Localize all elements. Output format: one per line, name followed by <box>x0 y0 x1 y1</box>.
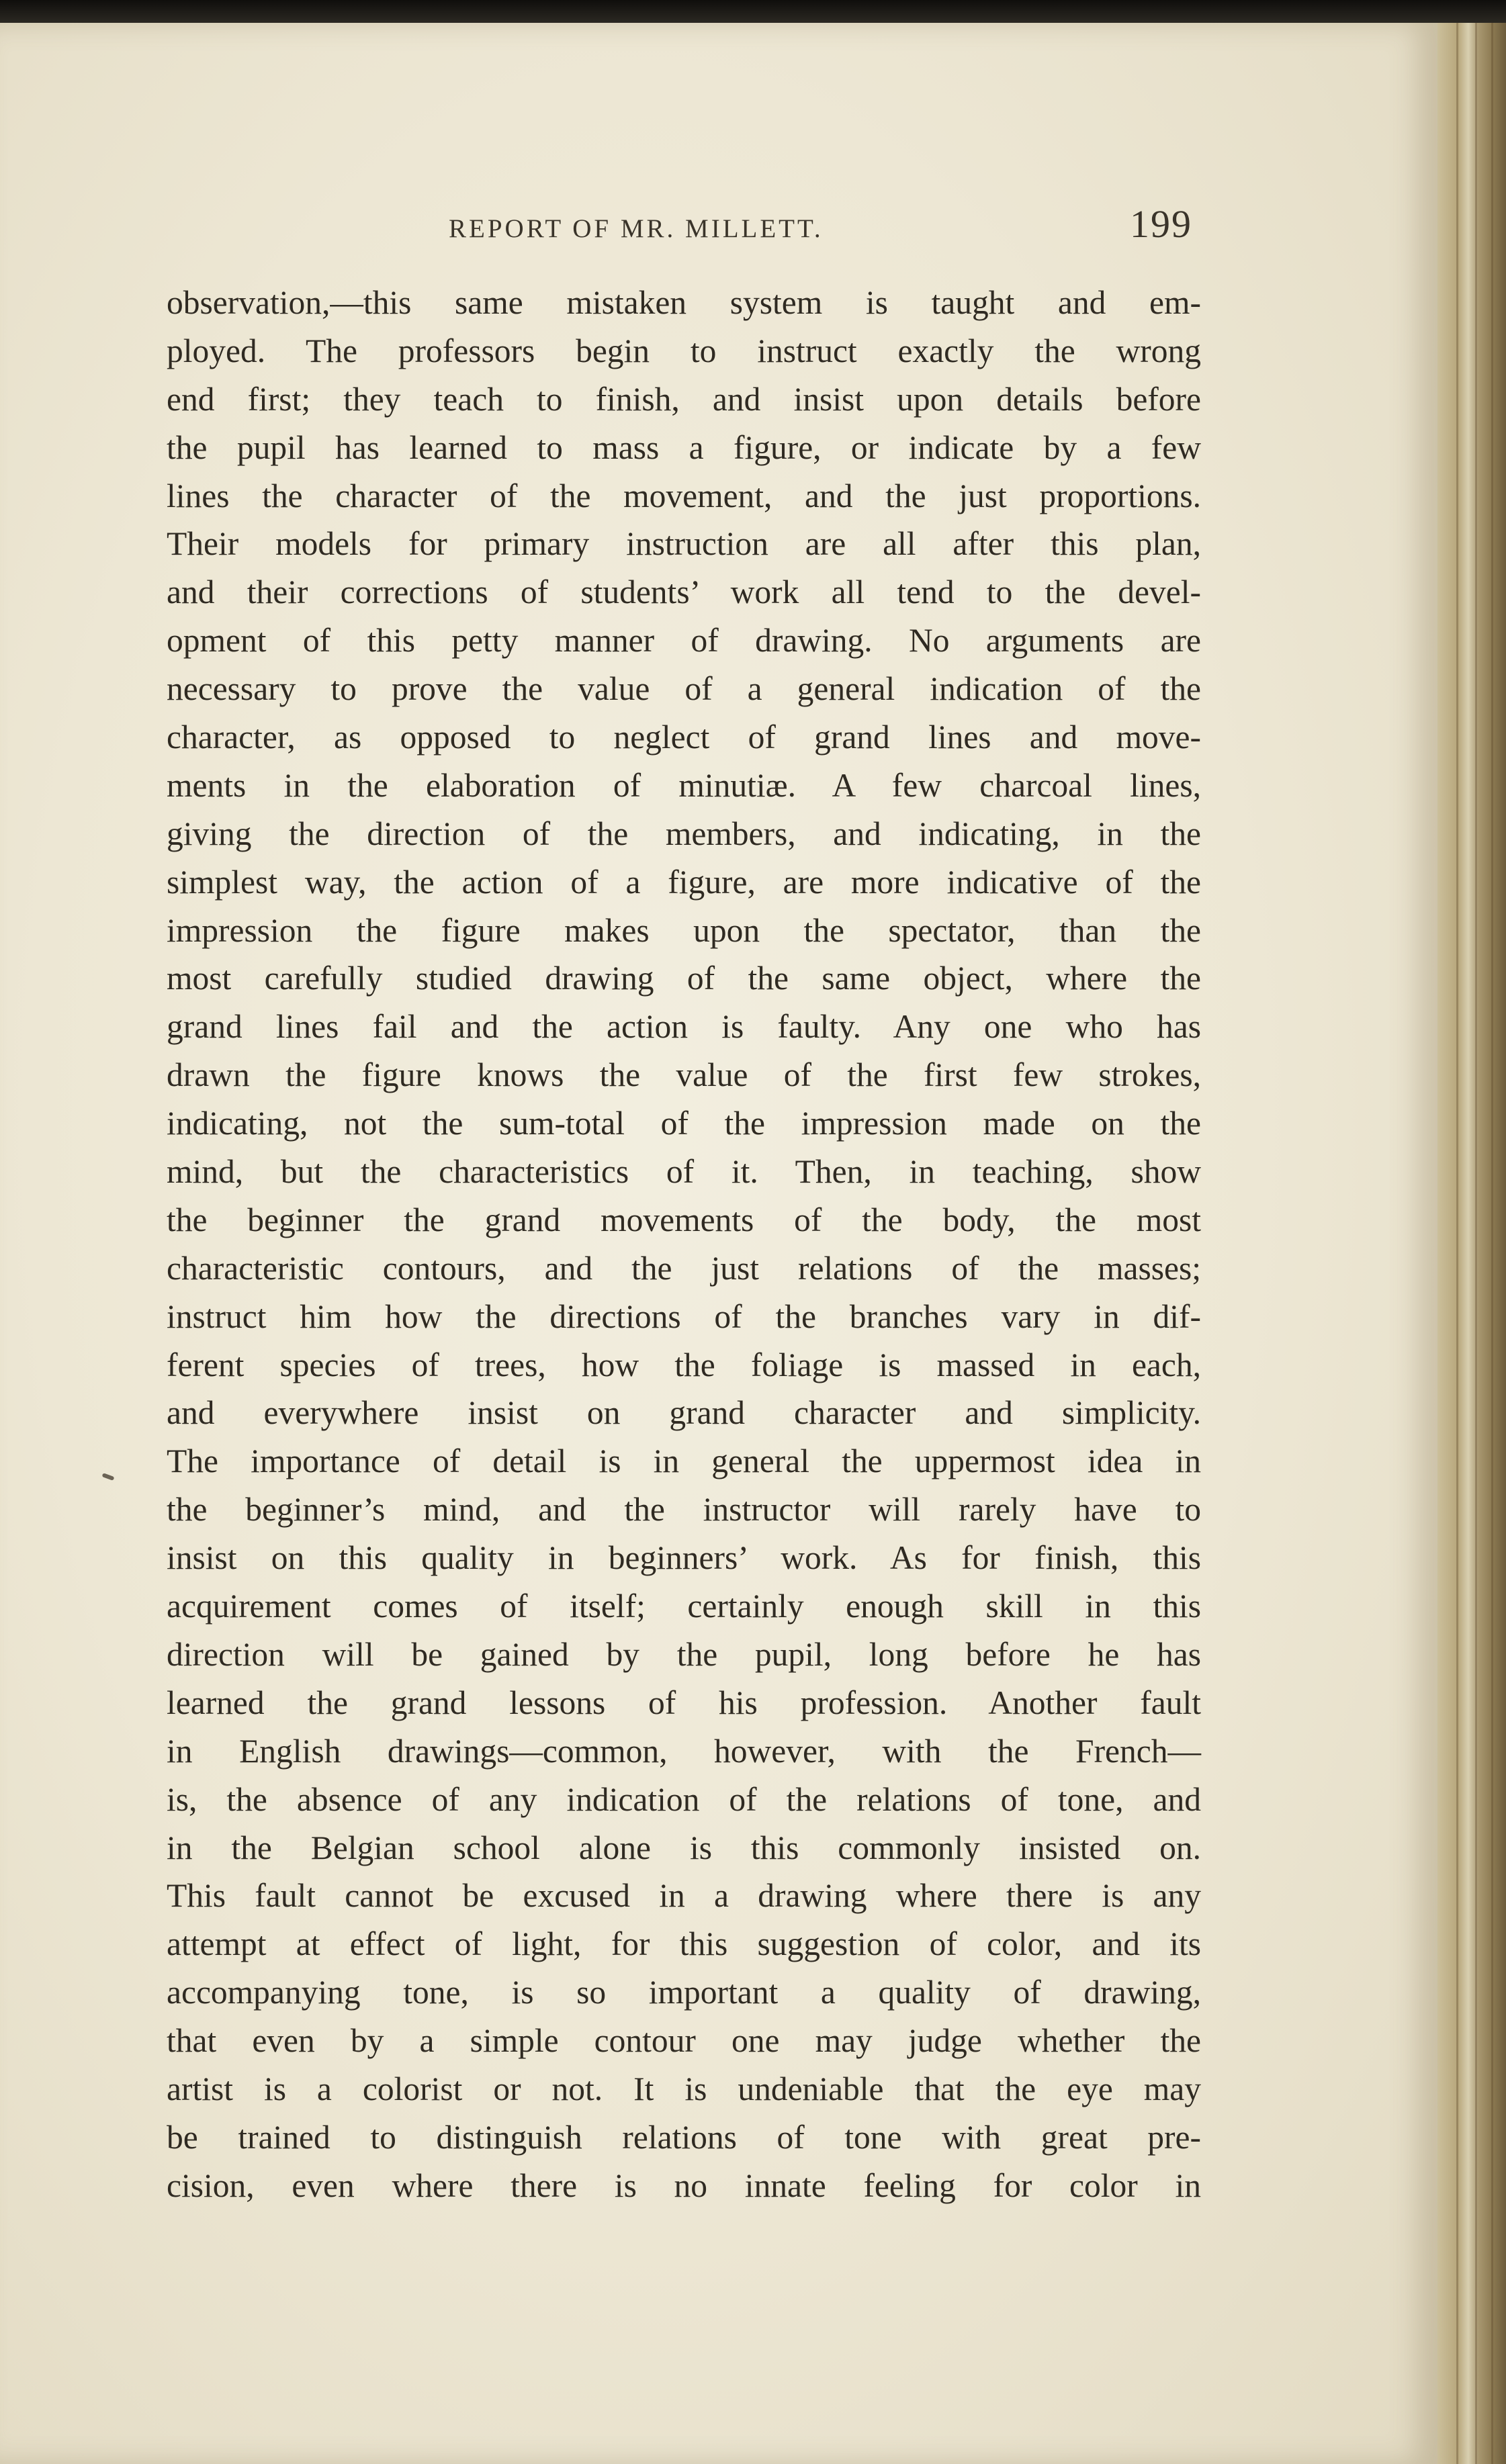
text-line: necessary to prove the value of a general indication of the <box>167 670 1201 708</box>
gutter-line <box>1491 23 1493 2464</box>
text-line: artist is a colorist or not. It is undeniable that the eye may <box>167 2070 1201 2107</box>
text-line: ferent species of trees, how the foliage is massed in each, <box>167 1346 1201 1383</box>
text-line: instruct him how the directions of the branches vary in dif- <box>167 1297 1201 1335</box>
text-line: This fault cannot be excused in a drawing where there is any <box>167 1877 1201 1915</box>
text-line: observation,—this same mistaken system is taught and em- <box>167 284 1201 321</box>
running-head <box>0 201 1437 255</box>
text-line: be trained to distinguish relations of tone with great pre- <box>167 2118 1201 2156</box>
text-line: accompanying tone, is so important a quality of drawing, <box>167 1974 1201 2011</box>
text-line: opment of this petty manner of drawing. No arguments are <box>167 622 1201 659</box>
page-number: 199 <box>1130 202 1192 246</box>
text-line: and everywhere insist on grand character and simplicity. <box>167 1394 1201 1432</box>
gutter-line <box>1475 23 1477 2464</box>
text-line: in the Belgian school alone is this commonly insisted on. <box>167 1829 1201 1866</box>
text-line: Their models for primary instruction are all after this plan, <box>167 525 1201 563</box>
text-line: indicating, not the sum-total of the impression made on the <box>167 1105 1201 1142</box>
text-line: characteristic contours, and the just relations of the masses; <box>167 1249 1201 1287</box>
text-line: and their corrections of students’ work all tend to the devel- <box>167 574 1201 611</box>
text-line: in English drawings—common, however, with the French— <box>167 1732 1201 1770</box>
text-line: that even by a simple contour one may judge whether the <box>167 2022 1201 2060</box>
text-line: the beginner the grand movements of the body, the most <box>167 1201 1201 1238</box>
text-line: attempt at effect of light, for this suggestion of color, and its <box>167 1925 1201 1963</box>
gutter-line <box>1456 23 1458 2464</box>
book-top-edge <box>0 0 1506 23</box>
text-line: drawn the figure knows the value of the first few strokes, <box>167 1056 1201 1094</box>
text-line: mind, but the characteristics of it. Then, in teaching, show <box>167 1153 1201 1191</box>
text-line: giving the direction of the members, and indicating, in the <box>167 815 1201 852</box>
text-line: direction will be gained by the pupil, long before he has <box>167 1635 1201 1673</box>
body-text <box>167 279 1201 2210</box>
text-line: end first; they teach to finish, and insist upon details before <box>167 380 1201 418</box>
text-line: learned the grand lessons of his profession. Another fault <box>167 1684 1201 1721</box>
text-line: acquirement comes of itself; certainly enough skill in this <box>167 1588 1201 1625</box>
text-line: grand lines fail and the action is faulty. Any one who has <box>167 1008 1201 1046</box>
text-line: The importance of detail is in general the uppermost idea in <box>167 1443 1201 1480</box>
text-line: ments in the elaboration of minutiæ. A few charcoal lines, <box>167 766 1201 804</box>
book-gutter <box>1437 23 1506 2464</box>
running-head-title: REPORT OF MR. MILLETT. <box>449 214 824 243</box>
text-line: simplest way, the action of a figure, are more indicative of the <box>167 863 1201 901</box>
text-line: lines the character of the movement, and the just proportions. <box>167 477 1201 514</box>
text-line: the pupil has learned to mass a figure, or indicate by a few <box>167 428 1201 466</box>
text-line: impression the figure makes upon the spectator, than the <box>167 911 1201 949</box>
text-line: cision, even where there is no innate feeling for color in <box>167 2166 1201 2204</box>
text-line: most carefully studied drawing of the same object, where the <box>167 960 1201 997</box>
text-line: insist on this quality in beginners’ work. As for finish, this <box>167 1539 1201 1577</box>
text-line: character, as opposed to neglect of grand lines and move- <box>167 719 1201 756</box>
text-line: is, the absence of any indication of the relations of tone, and <box>167 1780 1201 1818</box>
text-line: ployed. The professors begin to instruct exactly the wrong <box>167 332 1201 369</box>
text-line: the beginner’s mind, and the instructor will rarely have to <box>167 1491 1201 1528</box>
